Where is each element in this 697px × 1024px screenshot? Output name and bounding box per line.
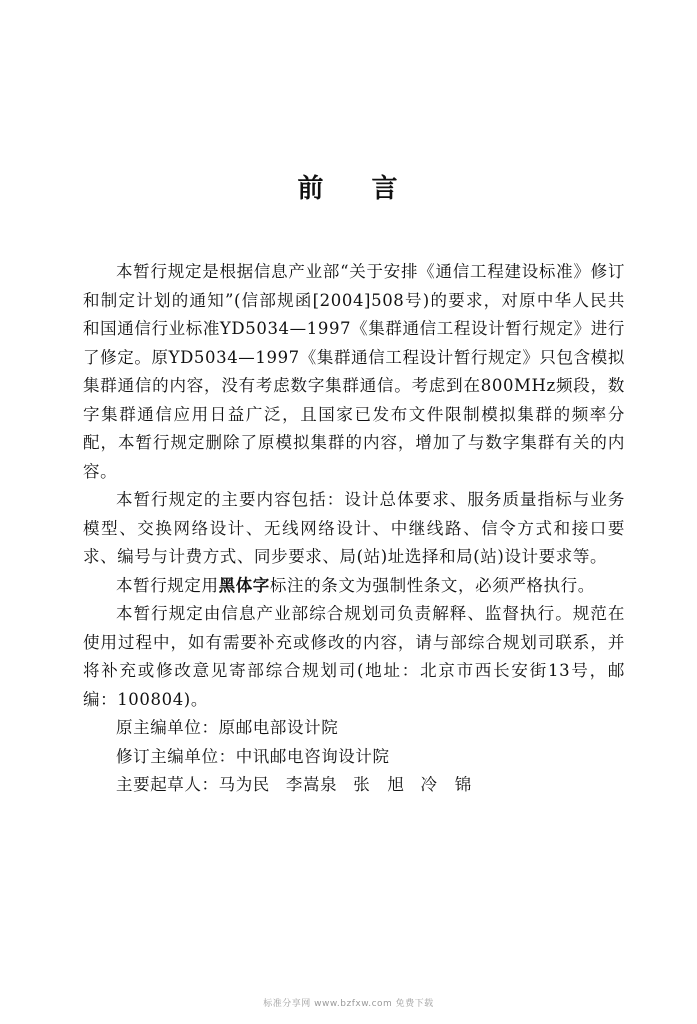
drafter-name: 李嵩泉	[285, 775, 338, 794]
footer-watermark: 标准分享网 www.bzfxw.com 免费下载	[263, 999, 434, 1009]
mandatory-text-after: 标注的条文为强制性条文，必须严格执行。	[269, 575, 595, 595]
drafters-label: 主要起草人：	[116, 775, 219, 794]
page-title	[0, 168, 697, 205]
title-char-2: 言	[371, 174, 400, 204]
drafter-name: 张 旭	[353, 775, 405, 794]
mandatory-bold-text: 黑体字	[218, 575, 270, 595]
paragraph-contents: 本暂行规定的主要内容包括：设计总体要求、服务质量指标与业务模型、交换网络设计、无线网络设计、中继线路、信令方式和接口要求、编号与计费方式、同步要求、局(站)址选择和局(站)设计要求等。	[83, 490, 625, 566]
drafter-name: 马为民	[218, 775, 270, 794]
original-editor-line: 原主编单位：原邮电部设计院	[116, 718, 339, 737]
paragraph-mandatory	[83, 572, 625, 601]
paragraph-basis: 本暂行规定是根据信息产业部“关于安排《通信工程建设标准》修订和制定计划的通知”(信部规函[2004]508号)的要求，对原中华人民共和国通信行业标准YD5034—1997《集群通信工程设计暂行规定》进行了修定。原YD5034—1997《集群通信工程设计暂行规定》只包含模拟集群通信的内容，没有考虑数字集群通信。考虑到在800MHz频段，数字集群通信应用日益广泛，且国家已发布文件限制模拟集群的频率分配，本暂行规定删除了原模拟集群的内容，增加了与数字集群有关的内容。	[83, 262, 625, 481]
drafters-line	[83, 771, 625, 800]
preface-body	[83, 258, 625, 800]
revision-editor-line: 修订主编单位：中讯邮电咨询设计院	[116, 746, 390, 766]
mandatory-text-before: 本暂行规定用	[116, 575, 219, 595]
title-char-1: 前	[297, 174, 326, 204]
paragraph-responsibility: 本暂行规定由信息产业部综合规划司负责解释、监督执行。规范在使用过程中，如有需要补充或修改的内容，请与部综合规划司联系，并将补充或修改意见寄部综合规划司(地址：北京市西长安街13号，邮编：100804)。	[83, 604, 625, 709]
drafter-name: 冷 锦	[420, 775, 472, 794]
